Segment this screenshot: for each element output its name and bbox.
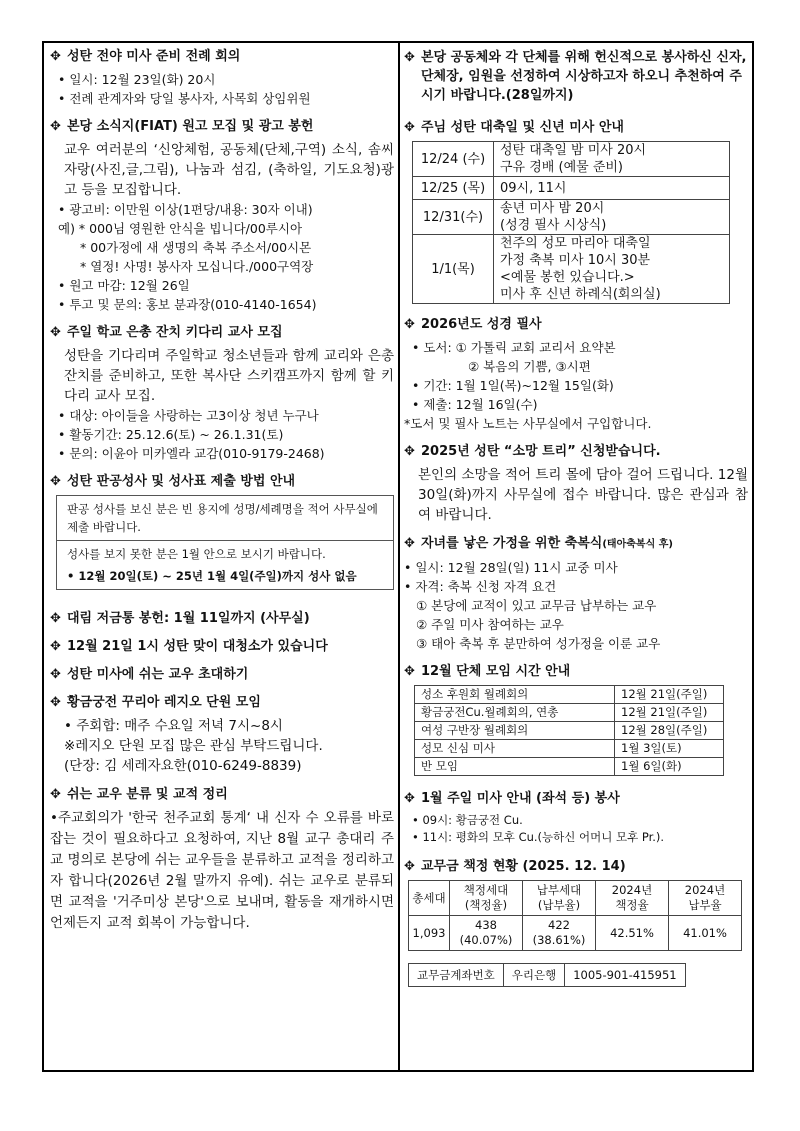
dues-header: 총세대 (409, 881, 450, 916)
section-fiat (50, 118, 394, 314)
section-advent-box (50, 610, 394, 628)
section-title: 본당 공동체와 각 단체를 위해 헌신적으로 봉사하신 신자, 단체장, 임원을 선정하여 시상하고자 하오니 추천하여 주시기 바랍니다.(28일까지) (421, 50, 747, 103)
table-row (415, 758, 724, 776)
section-invite (50, 666, 394, 684)
diamond-cross-icon: ✥ (404, 50, 415, 65)
mass-line: (성경 필사 시상식) (500, 218, 607, 233)
dues-value: 422 (38.61%) (523, 916, 596, 951)
teacher-inquiry: • 문의: 이윤아 미카엘라 교감(010-9179-2468) (58, 446, 325, 461)
table-row (413, 235, 730, 304)
mass-line: 천주의 성모 마리아 대축일 (500, 236, 651, 251)
meeting-date: 1월 3일(토) (615, 740, 724, 758)
blessing-condition: ② 주일 미사 참여하는 교우 (416, 617, 564, 632)
bible-purchase: *도서 및 필사 노트는 사무실에서 구입합니다. (404, 416, 652, 431)
blessing-eligibility: • 자격: 축복 신청 자격 요건 (404, 579, 557, 594)
section-title: 2025년 성탄 “소망 트리” 신청받습니다. (421, 444, 661, 459)
section-title: 2026년도 성경 필사 (421, 317, 542, 332)
bible-books: • 도서: ① 가톨릭 교회 교리서 요약본 (412, 340, 616, 355)
blessing-condition: ① 본당에 교적이 있고 교무금 납부하는 교우 (416, 598, 657, 613)
legio-leader: (단장: 김 세레자요한(010-6249-8839) (64, 758, 302, 774)
section-wish-tree (404, 443, 748, 525)
section-title: 12월 단체 모임 시간 안내 (421, 664, 571, 679)
legio-recruit: ※레지오 단원 모집 많은 관심 부탁드립니다. (64, 738, 323, 754)
confession-box (56, 495, 394, 590)
dues-value: 438 (40.07%) (450, 916, 523, 951)
section-title: 쉬는 교우 분류 및 교적 정리 (67, 787, 228, 802)
mass-line: <예물 봉헌 있습니다.> (500, 270, 635, 285)
mass-desc (494, 177, 730, 200)
dues-header: 2024년 납부율 (669, 881, 742, 916)
section-cleaning (50, 638, 394, 656)
meeting-name: 성소 후원회 월례회의 (415, 686, 615, 704)
teacher-target: • 대상: 아이들을 사랑하는 고3이상 청년 누구나 (58, 408, 319, 423)
confession-no-sacrament: • 12월 20일(토) ~ 25년 1월 4일(주일)까지 성사 없음 (67, 569, 357, 583)
mass-line: 성탄 대축일 밤 미사 20시 (500, 143, 647, 158)
mass-desc (494, 200, 730, 235)
section-title: 주일 학교 은총 잔치 키다리 교사 모집 (67, 325, 283, 340)
dues-table (408, 880, 742, 951)
mass-line: 가정 축복 미사 10시 30분 (500, 253, 651, 268)
meeting-date: 1월 6일(화) (615, 758, 724, 776)
table-row (409, 916, 742, 951)
section-title: 주님 성탄 대축일 및 신년 미사 안내 (421, 120, 624, 135)
meeting-table (414, 685, 724, 776)
fiat-deadline: • 원고 마감: 12월 26일 (58, 278, 190, 293)
section-liturgy-meeting (50, 48, 394, 108)
section-title: 성탄 미사에 쉬는 교우 초대하기 (67, 667, 249, 682)
mass-date: 1/1(목) (413, 235, 494, 304)
table-row (413, 200, 730, 235)
diamond-cross-icon: ✥ (404, 664, 415, 679)
table-row (415, 740, 724, 758)
diamond-cross-icon: ✥ (50, 667, 61, 682)
table-row (409, 881, 742, 916)
service-11: • 11시: 평화의 모후 Cu.(능하신 어머니 모후 Pr.). (412, 830, 665, 844)
section-inactive-members (50, 786, 394, 934)
diamond-cross-icon: ✥ (50, 119, 61, 134)
table-row (413, 142, 730, 177)
meeting-name: 성모 신심 미사 (415, 740, 615, 758)
account-bank: 우리은행 (503, 964, 564, 987)
section-family-blessing (404, 535, 748, 653)
section-title: 성탄 전야 미사 준비 전례 회의 (67, 49, 241, 64)
diamond-cross-icon: ✥ (404, 317, 415, 332)
section-title: 본당 소식지(FIAT) 원고 모집 및 광고 봉헌 (67, 119, 314, 134)
section-dues (404, 858, 748, 987)
mass-date: 12/25 (목) (413, 177, 494, 200)
meeting-date: 12월 21일(주일) (615, 704, 724, 722)
mass-schedule-table (412, 141, 730, 304)
mass-date: 12/31(수) (413, 200, 494, 235)
table-row (415, 686, 724, 704)
fiat-example: * 열정! 사명! 봉사자 모십니다./000구역장 (80, 259, 314, 274)
mass-desc (494, 142, 730, 177)
diamond-cross-icon: ✥ (404, 536, 415, 551)
meeting-date: 12월 28일(주일) (615, 722, 724, 740)
bible-books: ② 복음의 기쁨, ③시편 (468, 359, 591, 374)
diamond-cross-icon: ✥ (404, 791, 415, 806)
section-title: 황금궁전 꾸리아 레지오 단원 모임 (67, 695, 261, 710)
teacher-body: 성탄을 기다리며 주일학교 청소년들과 함께 교리와 은총 잔치를 준비하고, 또한 복사단 스키캠프까지 함께 할 키다리 교사 모집. (64, 348, 394, 404)
diamond-cross-icon: ✥ (404, 120, 415, 135)
legio-meeting: • 주회합: 매주 수요일 저녁 7시~8시 (64, 718, 283, 734)
section-title: 12월 21일 1시 성탄 맞이 대청소가 있습니다 (67, 639, 328, 654)
diamond-cross-icon: ✥ (50, 639, 61, 654)
section-group-meetings (404, 663, 748, 776)
dues-header: 책정세대 (책정율) (450, 881, 523, 916)
diamond-cross-icon: ✥ (50, 787, 61, 802)
dues-header: 2024년 책정율 (596, 881, 669, 916)
dues-value: 41.01% (669, 916, 742, 951)
confession-note: 판공 성사를 보신 분은 빈 용지에 성명/세례명을 적어 사무실에 제출 바랍니다. (67, 502, 378, 534)
mass-date: 12/24 (수) (413, 142, 494, 177)
section-title: 대림 저금통 봉헌: 1월 11일까지 (사무실) (67, 611, 310, 626)
section-title: 1월 주일 미사 안내 (좌석 등) 봉사 (421, 791, 620, 806)
fiat-fee: • 광고비: 이만원 이상(1편당/내용: 30자 이내) (58, 202, 313, 217)
meeting-name: 반 모임 (415, 758, 615, 776)
table-row (413, 177, 730, 200)
bible-submit: • 제출: 12월 16일(수) (412, 397, 538, 412)
left-column (50, 46, 394, 944)
dues-value: 42.51% (596, 916, 669, 951)
blessing-time: • 일시: 12월 28일(일) 11시 교중 미사 (404, 560, 618, 575)
inactive-body: •주교회의가 '한국 천주교회 통계‘ 내 신자 수 오류를 바로잡는 것이 필요하다고 요청하여, 지난 8월 교구 총대리 주교 명의로 본당에 쉬는 교우들을 분류하고 교적을 정리하고자 합니다(2026년 2월 말까지 유예). 쉬는 교우로 분류되면 교적을 '거주미상 본당'으로 보내며, 활동을 재개하시면 언제든지 교적 회복이 가능합니다. (50, 810, 394, 931)
service-09: • 09시: 황금궁전 Cu. (412, 813, 523, 827)
mass-desc (494, 235, 730, 304)
table-row (415, 704, 724, 722)
account-label: 교무금계좌번호 (409, 964, 504, 987)
section-confession (50, 473, 394, 590)
diamond-cross-icon: ✥ (50, 611, 61, 626)
fiat-example: 예) * 000님 영원한 안식을 빕니다/00루시아 (58, 221, 303, 236)
meeting-attendees: • 전례 관계자와 당일 봉사자, 사목회 상임위원 (58, 91, 311, 106)
mass-line: 09시, 11시 (500, 180, 567, 196)
diamond-cross-icon: ✥ (50, 49, 61, 64)
diamond-cross-icon: ✥ (50, 695, 61, 710)
teacher-period: • 활동기간: 25.12.6(토) ~ 26.1.31(토) (58, 427, 284, 442)
diamond-cross-icon: ✥ (50, 474, 61, 489)
section-bible-copy (404, 316, 748, 433)
right-column (404, 46, 748, 997)
blessing-condition: ③ 태아 축복 후 분만하여 성가정을 이룬 교우 (416, 636, 661, 651)
diamond-cross-icon: ✥ (50, 325, 61, 340)
account-table (408, 963, 686, 987)
fiat-contact: • 투고 및 문의: 홍보 분과장(010-4140-1654) (58, 297, 317, 312)
wish-tree-body: 본인의 소망을 적어 트리 몰에 담아 걸어 드립니다. 12월 30일(화)까지 사무실에 접수 바랍니다. 많은 관심과 참여 바랍니다. (418, 467, 748, 523)
fiat-body: 교우 여러분의 ‘신앙체험, 공동체(단체,구역) 소식, 솜씨 자랑(사진,글,그림), 나눔과 섬김, (축하일, 기도요청)광고 등을 모집합니다. (64, 142, 394, 198)
meeting-date: 12월 21일(주일) (615, 686, 724, 704)
mass-line: 구유 경배 (예물 준비) (500, 160, 624, 175)
table-row (415, 722, 724, 740)
section-christmas-mass (404, 119, 748, 304)
table-row (409, 964, 686, 987)
section-title-note: (태아축복식 후) (602, 539, 673, 550)
dues-value: 1,093 (409, 916, 450, 951)
meeting-name: 여성 구반장 월례회의 (415, 722, 615, 740)
section-title: 성탄 판공성사 및 성사표 제출 방법 안내 (67, 474, 296, 489)
meeting-name: 황금궁전Cu.월례회의, 연총 (415, 704, 615, 722)
diamond-cross-icon: ✥ (404, 859, 415, 874)
section-title: 교무금 책정 현황 (2025. 12. 14) (421, 859, 626, 874)
section-january-service (404, 790, 748, 846)
dues-header: 납부세대 (납부율) (523, 881, 596, 916)
mass-line: 송년 미사 밤 20시 (500, 201, 605, 216)
bible-period: • 기간: 1월 1일(목)~12월 15일(화) (412, 378, 614, 393)
mass-line: 미사 후 신년 하례식(회의실) (500, 287, 661, 302)
fiat-example: * 00가정에 새 생명의 축복 주소서/00시몬 (80, 240, 312, 255)
column-divider (398, 41, 400, 1072)
diamond-cross-icon: ✥ (404, 444, 415, 459)
section-teacher-recruit (50, 324, 394, 463)
meeting-time: • 일시: 12월 23일(화) 20시 (58, 72, 216, 87)
confession-note: 성사를 보지 못한 분은 1월 안으로 보시기 바랍니다. (57, 540, 393, 567)
section-award (404, 48, 748, 105)
account-number: 1005-901-415951 (565, 964, 685, 987)
section-title: 자녀를 낳은 가정을 위한 축복식 (421, 536, 603, 551)
section-legio (50, 694, 394, 776)
